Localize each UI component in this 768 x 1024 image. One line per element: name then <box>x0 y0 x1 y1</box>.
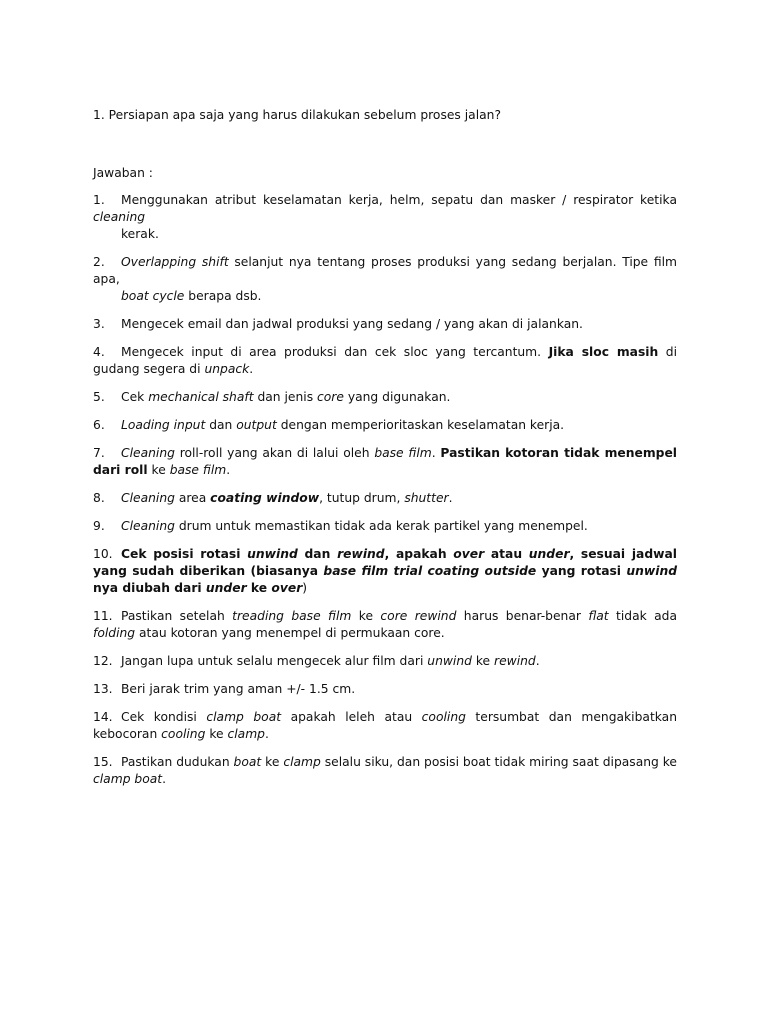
item-text: ke <box>205 727 228 741</box>
item-text-italic: base film <box>374 446 432 460</box>
item-number: 7. <box>93 446 105 460</box>
item-text: di gudang segera di <box>93 345 677 376</box>
item-text-italic: cooling <box>421 710 466 724</box>
item-number: 13. <box>93 682 113 696</box>
item-number: 11. <box>93 609 113 623</box>
item-number: 12. <box>93 654 113 668</box>
item-text: . <box>264 727 269 741</box>
item-text-bold-italic: unwind <box>626 564 677 578</box>
item-text-bold: ke <box>246 581 272 595</box>
question-text: 1. Persiapan apa saja yang harus dilakukan sebelum proses jalan? <box>93 108 501 122</box>
item-text: . <box>535 654 540 668</box>
item-text-bold-italic: rewind <box>337 547 385 561</box>
item-number: 6. <box>93 418 105 432</box>
item-text: Beri jarak trim yang aman +/- 1.5 cm. <box>121 682 356 696</box>
item-text: ke <box>471 654 495 668</box>
item-number: 10. <box>93 547 113 561</box>
item-text: Cek <box>121 390 149 404</box>
item-text: Mengecek input di area produksi dan cek sloc yang tercantum. <box>121 345 549 359</box>
list-item-13 <box>93 681 677 698</box>
item-text: . <box>431 446 441 460</box>
item-text: ) <box>302 581 308 595</box>
item-text-italic: cleaning <box>93 210 146 224</box>
list-item-15 <box>93 754 677 788</box>
item-text: drum untuk memastikan tidak ada kerak partikel yang menempel. <box>174 519 588 533</box>
item-text-bold-italic: base film trial coating outside <box>323 564 537 578</box>
item-text-italic: mechanical shaft <box>148 390 254 404</box>
item-text: yang digunakan. <box>343 390 451 404</box>
item-text: dengan memperioritaskan keselamatan kerja. <box>276 418 565 432</box>
item-text: Mengecek email dan jadwal produksi yang sedang / yang akan di jalankan. <box>121 317 583 331</box>
item-text-bold-italic: under <box>205 581 247 595</box>
item-text: selalu siku, dan posisi boat tidak miring saat dipasang ke <box>320 755 678 769</box>
item-text-italic: unwind <box>427 654 472 668</box>
item-number: 8. <box>93 491 105 505</box>
item-text: ke <box>147 463 170 477</box>
item-text-bold-italic: unwind <box>247 547 298 561</box>
item-text-italic: base film <box>169 463 227 477</box>
item-text-bold: Pastikan kotoran tidak menempel dari roll <box>93 446 677 477</box>
item-text-italic: boat cycle <box>121 289 185 303</box>
item-text-italic: Loading input <box>121 418 206 432</box>
item-text-bold: Jika sloc masih <box>548 345 659 359</box>
list-item-6 <box>93 417 677 434</box>
item-text: atau kotoran yang menempel di permukaan core. <box>135 626 445 640</box>
item-text: ke <box>261 755 284 769</box>
item-text: . <box>249 362 254 376</box>
item-text-italic: rewind <box>494 654 536 668</box>
item-text: Pastikan dudukan <box>121 755 234 769</box>
list-item-1 <box>93 192 677 243</box>
item-number: 1. <box>93 193 105 207</box>
answer-label: Jawaban : <box>93 166 153 180</box>
list-item-9 <box>93 518 677 535</box>
item-number: 5. <box>93 390 105 404</box>
item-text-bold: , apakah <box>384 547 454 561</box>
item-text: tidak ada <box>608 609 677 623</box>
list-item-8 <box>93 490 677 507</box>
item-text: Menggunakan atribut keselamatan kerja, helm, sepatu dan masker / respirator ketika <box>121 193 677 207</box>
item-text-bold: nya diubah dari <box>93 581 206 595</box>
item-text-italic: clamp boat <box>206 710 282 724</box>
item-text: ke <box>351 609 381 623</box>
item-text-italic: clamp <box>227 727 265 741</box>
item-number: 14. <box>93 710 113 724</box>
item-text-italic: clamp <box>283 755 321 769</box>
item-text-italic: core <box>317 390 344 404</box>
item-text: , tutup drum, <box>319 491 405 505</box>
item-text-italic: cooling <box>161 727 206 741</box>
item-text-italic: core rewind <box>380 609 457 623</box>
item-text-italic: treading base film <box>232 609 352 623</box>
item-text: kerak. <box>121 227 159 241</box>
item-text-bold: Cek posisi rotasi <box>121 547 248 561</box>
item-number: 3. <box>93 317 105 331</box>
item-text-bold: dan <box>297 547 338 561</box>
item-text: roll-roll yang akan di lalui oleh <box>174 446 375 460</box>
list-item-10 <box>93 546 677 597</box>
list-item-7 <box>93 445 677 479</box>
list-item-14 <box>93 709 677 743</box>
item-text: selanjut nya tentang proses produksi yang sedang berjalan. Tipe film apa, <box>93 255 677 286</box>
item-text-italic: Cleaning <box>121 446 175 460</box>
item-text: berapa dsb. <box>184 289 262 303</box>
item-text: apakah leleh atau <box>281 710 422 724</box>
item-text: Cek kondisi <box>121 710 207 724</box>
item-text: Pastikan setelah <box>121 609 233 623</box>
item-text: tersumbat dan mengakibatkan kebocoran <box>93 710 677 741</box>
item-text-italic: Cleaning <box>121 519 175 533</box>
item-text-italic: output <box>236 418 277 432</box>
item-text-italic: folding <box>93 626 136 640</box>
list-item-3 <box>93 316 677 333</box>
item-number: 9. <box>93 519 105 533</box>
item-text: dan <box>205 418 237 432</box>
list-item-4 <box>93 344 677 378</box>
document-content <box>93 107 677 799</box>
item-text-italic: shutter <box>404 491 449 505</box>
item-text: dan jenis <box>253 390 318 404</box>
list-item-5 <box>93 389 677 406</box>
item-text-bold-italic: over <box>271 581 303 595</box>
item-text-italic: Overlapping shift <box>121 255 229 269</box>
item-number: 15. <box>93 755 113 769</box>
item-text-italic: unpack <box>204 362 250 376</box>
item-text-bold: atau <box>484 547 529 561</box>
item-text: Jangan lupa untuk selalu mengecek alur film dari <box>121 654 428 668</box>
item-text: area <box>174 491 211 505</box>
item-text-bold-italic: coating window <box>210 491 320 505</box>
item-text-italic: boat <box>233 755 262 769</box>
item-text: . <box>448 491 453 505</box>
item-text-bold: , sesuai jadwal yang sudah diberikan (biasanya <box>93 547 678 578</box>
item-text-bold-italic: over <box>453 547 485 561</box>
item-text-italic: clamp boat <box>93 772 163 786</box>
list-item-2 <box>93 254 677 305</box>
list-item-11 <box>93 608 677 642</box>
item-text: harus benar-benar <box>456 609 589 623</box>
item-number: 4. <box>93 345 105 359</box>
item-text-italic: Cleaning <box>121 491 175 505</box>
item-text: . <box>162 772 167 786</box>
item-text-italic: flat <box>588 609 609 623</box>
item-text-bold-italic: under <box>528 547 570 561</box>
item-text: . <box>226 463 231 477</box>
item-number: 2. <box>93 255 105 269</box>
list-item-12 <box>93 653 677 670</box>
item-text-bold: yang rotasi <box>536 564 627 578</box>
